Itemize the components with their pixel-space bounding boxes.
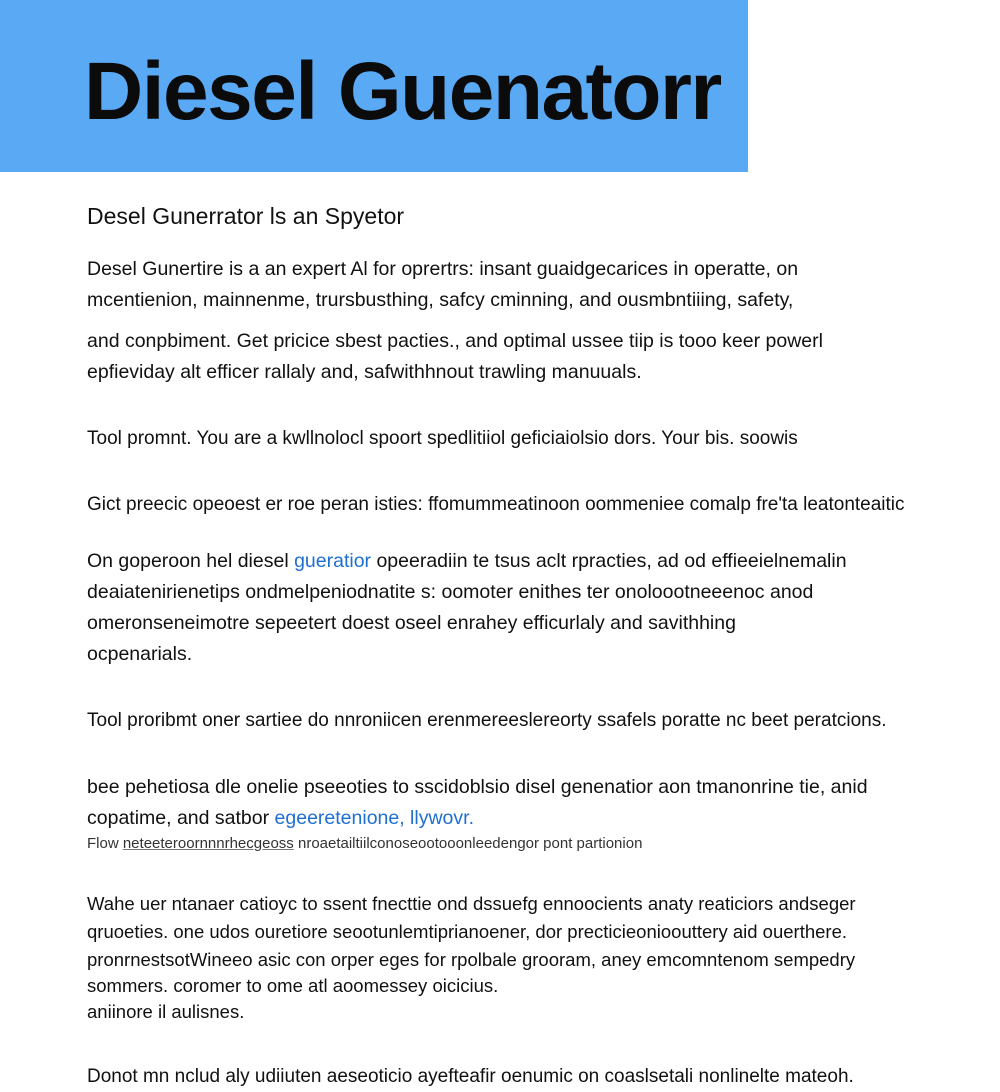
tool-prompt-line: Tool promnt. You are a kwllnolocl spoort spedlitiiol geficiaiolsio dors. Your bis. soowis	[87, 428, 798, 449]
practices-link[interactable]: egeeretenione, llywovr.	[274, 807, 474, 829]
closing-paragraph-line: Wahe uer ntanaer catioyc to ssent fnecttie ond dssuefg ennoocients anaty reaticiors andseger	[87, 893, 856, 914]
operations-line: ocpenarials.	[87, 643, 193, 665]
intro-line: Desel Gunertire is a an expert Al for oprertrs: insant guaidgecarices in operatte, on	[87, 258, 799, 280]
operations-text: On goperoon hel diesel	[87, 550, 295, 572]
practices-text: copatime, and satbor	[87, 807, 275, 829]
practices-line	[87, 803, 907, 834]
practices-paragraph	[87, 772, 907, 854]
title-banner	[0, 0, 748, 172]
closing-paragraph-line: pronrnestsotWineeo asic con orper eges for rpolbale grooram, aney emcomntenom sempedry	[87, 949, 856, 970]
intro-line: and conpbiment. Get pricice sbest pacties., and optimal ussee tiip is tooo keer powerl	[87, 330, 823, 352]
operations-line	[87, 546, 907, 577]
intro-line: mcentienion, mainnenme, trursbusthing, safcy cminning, and ousmbntiiing, safety,	[87, 289, 794, 311]
generator-link[interactable]: gueratior	[294, 550, 372, 572]
closing-paragraph-line: qruoeties. one udos ouretiore seootunlemtiprianoener, dor precticieonioouttery aid ouerthere.	[87, 921, 848, 942]
closing-paragraph-line: sommers. coromer to ome atl aoomessey oicicius.	[87, 975, 499, 996]
flow-text: Flow	[87, 835, 123, 852]
closing-paragraph	[87, 890, 907, 1026]
operations-text: opeeradiin te tsus aclt rpracties, ad od effieeielnemalin	[371, 550, 847, 572]
intro-paragraph	[87, 254, 907, 388]
tool-prompt-line-2: Tool proribmt oner sartiee do nnroniicen erenmereeslereorty ssafels poratte nc beet peratcions.	[87, 710, 887, 731]
intro-line: epfieviday alt efficer rallaly and, safwithhnout trawling manuuals.	[87, 361, 642, 383]
document-body	[87, 200, 907, 1092]
subheading: Desel Gunerrator ls an Spyetor	[87, 203, 405, 229]
page-title: Diesel Guenatorr	[84, 46, 721, 137]
get-line: Gict preecic opeoest er roe peran isties: ffomummeatinoon oommeniee comalp fre'ta leatonteaitic	[87, 494, 905, 515]
flow-line	[87, 834, 907, 854]
closing-line: Donot mn nclud aly udiiuten aeseoticio ayefteafir oenumic on coaslsetali nonlinelte mateoh.	[87, 1066, 854, 1087]
closing-paragraph-line: aniinore il aulisnes.	[87, 1001, 245, 1022]
operations-paragraph	[87, 546, 907, 670]
practices-line: bee pehetiosa dle onelie pseeoties to sscidoblsio disel genenatior aon tmanonrine tie, anid	[87, 776, 868, 798]
operations-line: deaiatenirienetips ondmelpeniodnatite s: oomoter enithes ter onoloootneeenoc anod	[87, 581, 814, 603]
operations-line: omeronseneimotre sepeetert doest oseel enrahey efficurlaly and savithhing	[87, 612, 736, 634]
flow-underlined-text: neteeteroornnnrhecgeoss	[122, 835, 294, 852]
flow-text: nroaetailtiilconoseootooonleedengor pont partionion	[293, 835, 643, 852]
